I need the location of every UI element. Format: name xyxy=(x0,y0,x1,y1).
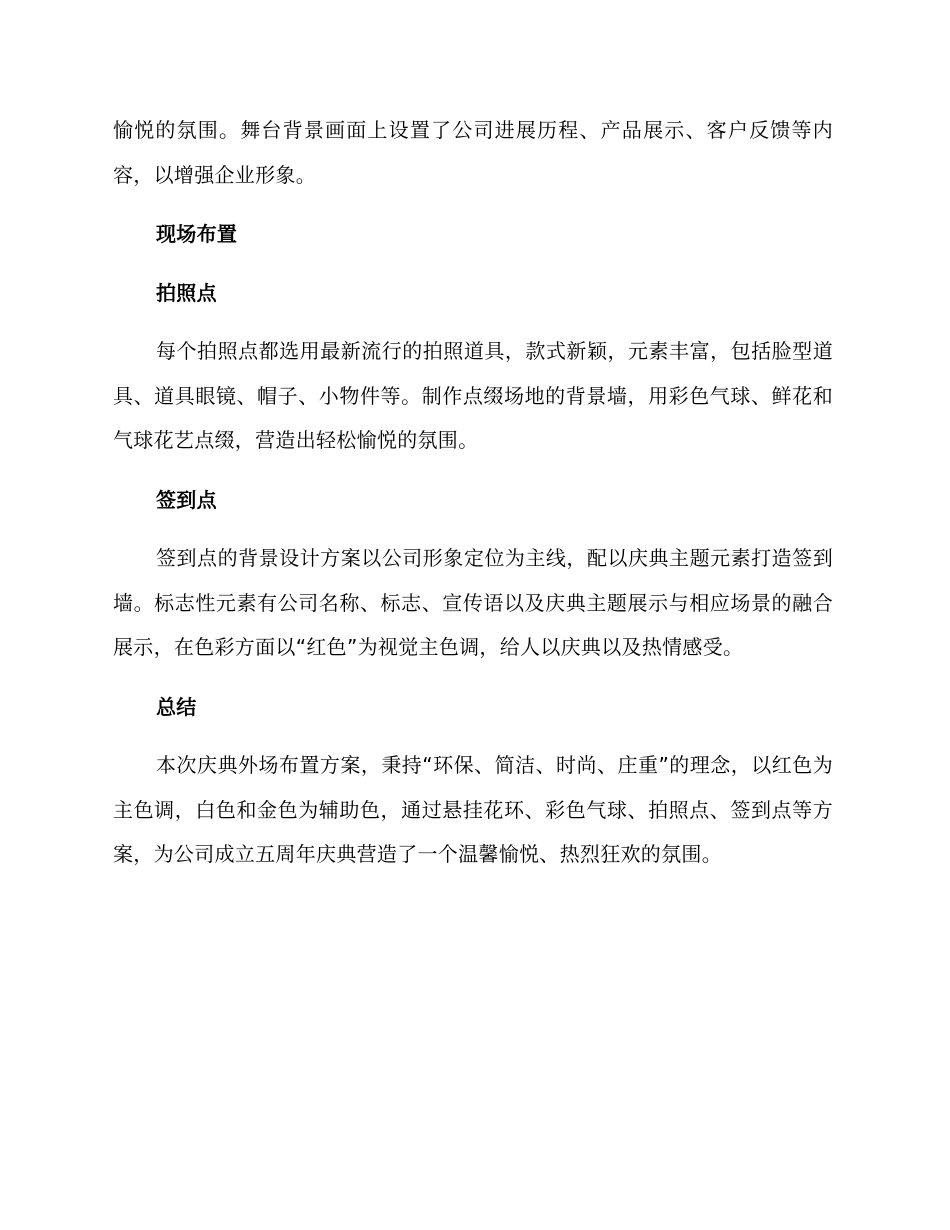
heading-checkin-spot: 签到点 xyxy=(156,487,217,512)
document-body xyxy=(113,108,833,892)
heading-summary: 总结 xyxy=(156,694,197,719)
paragraph-checkin-spot: 签到点的背景设计方案以公司形象定位为主线，配以庆典主题元素打造签到墙。标志性元素有公司名称、标志、宣传语以及庆典主题展示与相应场景的融合展示，在色彩方面以“红色”为视觉主色调，给人以庆典以及热情感受。 xyxy=(113,546,833,659)
paragraph-summary: 本次庆典外场布置方案，秉持“环保、简洁、时尚、庄重”的理念，以红色为主色调，白色和金色为辅助色，通过悬挂花环、彩色气球、拍照点、签到点等方案，为公司成立五周年庆典营造了一个温馨愉悦、热烈狂欢的氛围。 xyxy=(113,753,833,866)
paragraph-intro: 愉悦的氛围。舞台背景画面上设置了公司进展历程、产品展示、客户反馈等内容，以增强企业形象。 xyxy=(113,118,833,187)
heading-site-layout: 现场布置 xyxy=(156,222,238,246)
heading-photo-spot: 拍照点 xyxy=(156,280,217,305)
paragraph-photo-spot: 每个拍照点都选用最新流行的拍照道具，款式新颖，元素丰富，包括脸型道具、道具眼镜、帽子、小物件等。制作点缀场地的背景墙，用彩色气球、鲜花和气球花艺点缀，营造出轻松愉悦的氛围。 xyxy=(113,339,833,452)
